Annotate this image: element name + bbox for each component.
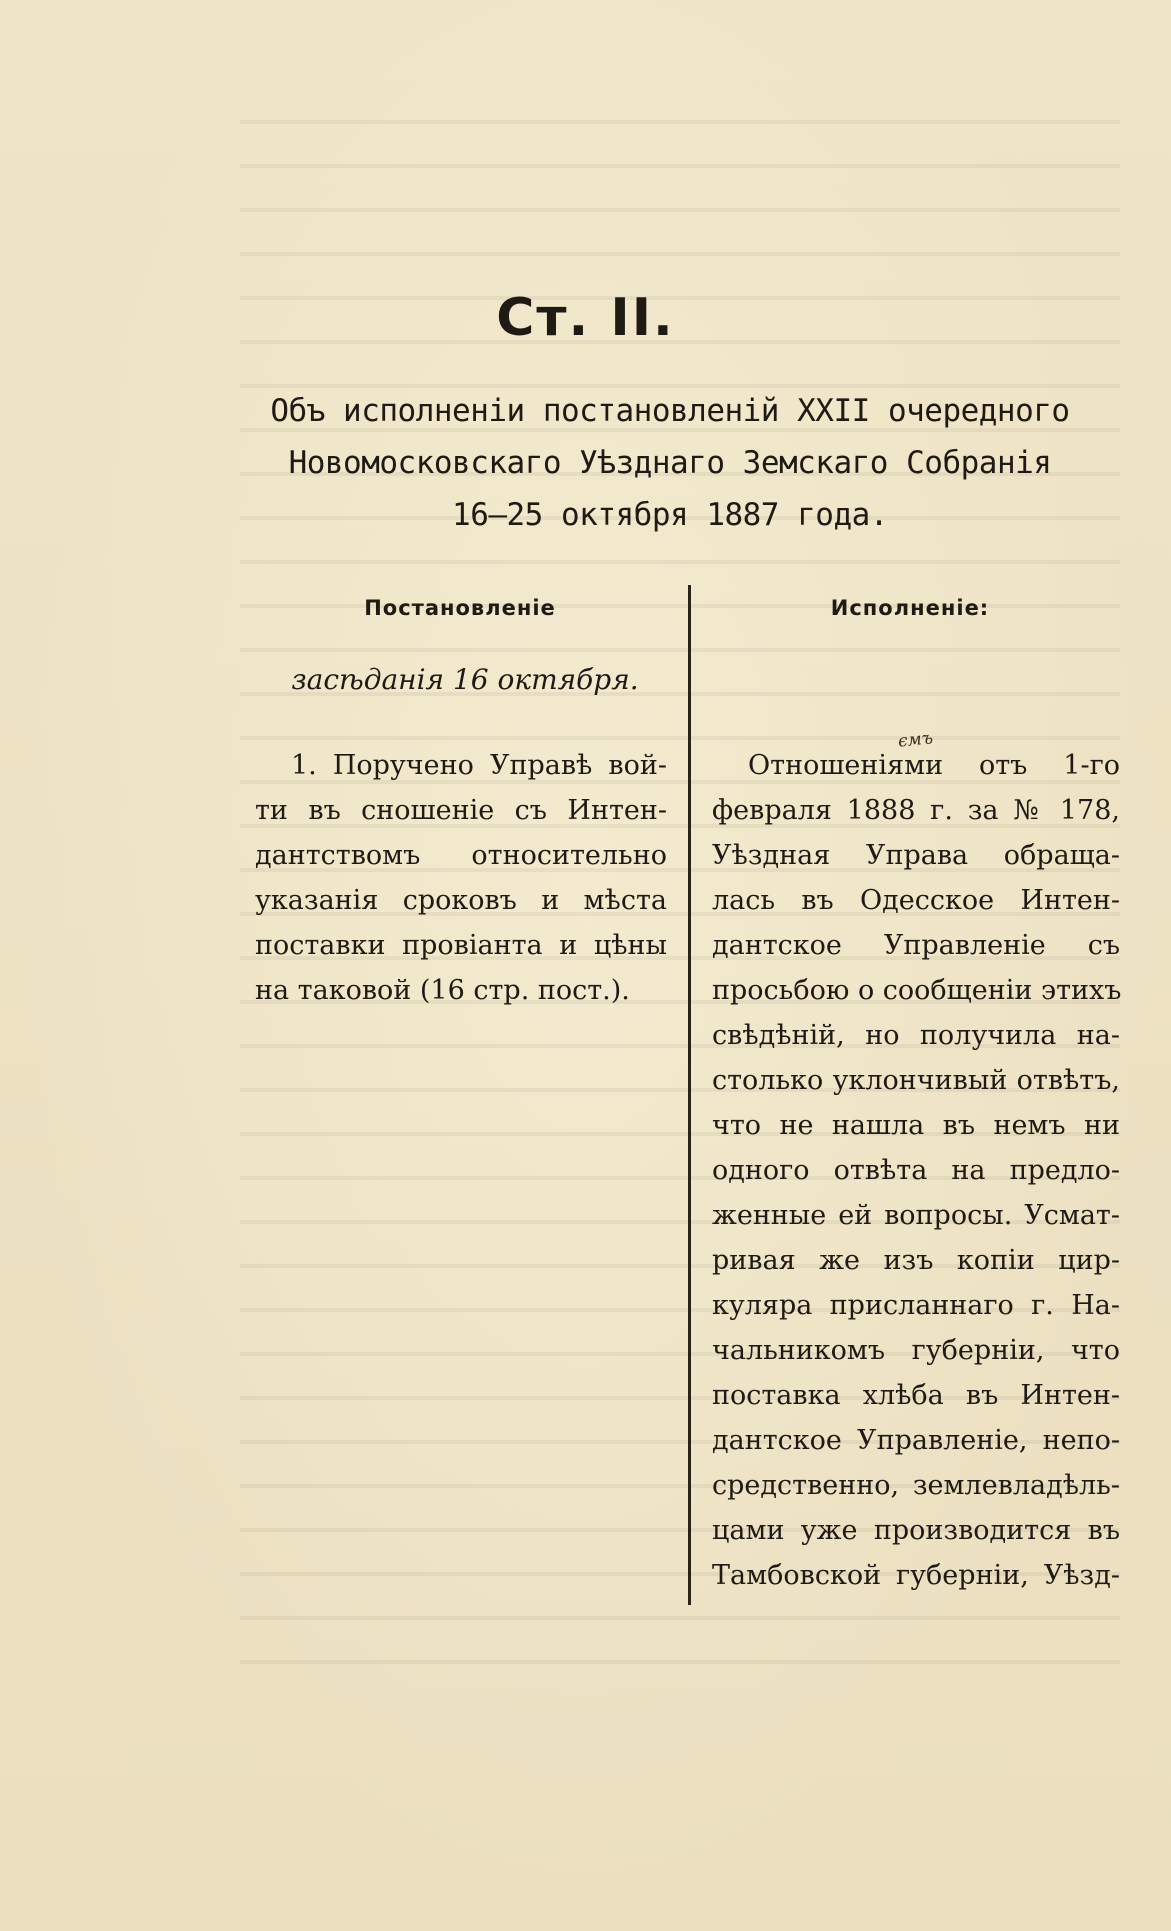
execution-line: куляра присланнаго г. На- bbox=[712, 1290, 1120, 1321]
execution-line: лась въ Одесское Интен- bbox=[712, 885, 1120, 916]
execution-text bbox=[712, 743, 1120, 1598]
resolution-line: поставки провіанта и цѣны bbox=[255, 930, 667, 961]
execution-line: Отношеніями отъ 1-го bbox=[748, 750, 1120, 781]
execution-line: дантское Управленіе съ bbox=[712, 930, 1120, 961]
execution-line: поставка хлѣба въ Интен- bbox=[712, 1380, 1120, 1411]
execution-line: что не нашла въ немъ ни bbox=[712, 1110, 1120, 1141]
heading-line-2: Новомосковскаго Уѣзднаго Земскаго Собранія bbox=[288, 445, 1052, 481]
execution-line: дантское Управленіе, непо- bbox=[712, 1425, 1120, 1456]
column-header-resolution: Постановленіе bbox=[364, 596, 556, 620]
execution-line: цами уже производится въ bbox=[712, 1515, 1120, 1546]
resolution-line: 1. Поручено Управѣ вой- bbox=[291, 750, 667, 781]
execution-line: Тамбовской губерніи, Уѣзд- bbox=[712, 1560, 1120, 1591]
execution-line: средственно, землевладѣль- bbox=[712, 1470, 1120, 1501]
resolution-line: дантствомъ относительно bbox=[255, 840, 667, 871]
document-heading bbox=[230, 385, 1110, 541]
handwritten-correction: ємъ bbox=[897, 728, 934, 752]
column-divider bbox=[688, 585, 691, 1605]
resolution-line: на таковой (16 стр. пост.). bbox=[255, 975, 630, 1006]
resolution-line: указанія сроковъ и мѣста bbox=[255, 885, 667, 916]
execution-line: чальникомъ губерніи, что bbox=[712, 1335, 1120, 1366]
resolution-line: ти въ сношеніе съ Интен- bbox=[255, 795, 667, 826]
execution-line: Уѣздная Управа обраща- bbox=[712, 840, 1120, 871]
execution-line: февраля 1888 г. за № 178, bbox=[712, 795, 1120, 826]
execution-line: свѣдѣній, но получила на- bbox=[712, 1020, 1120, 1051]
execution-line: просьбою о сообщеніи этихъ bbox=[712, 975, 1122, 1006]
resolution-text bbox=[255, 743, 667, 1013]
section-title: Ст. II. bbox=[496, 288, 675, 348]
heading-line-3: 16—25 октября 1887 года. bbox=[452, 497, 888, 533]
heading-line-1: Объ исполненіи постановленій XXII очередного bbox=[270, 393, 1070, 429]
execution-line: ривая же изъ копіи цир- bbox=[712, 1245, 1120, 1276]
execution-line: одного отвѣта на предло- bbox=[712, 1155, 1120, 1186]
execution-line: столько уклончивый отвѣтъ, bbox=[712, 1065, 1120, 1096]
session-label: засѣданія 16 октября. bbox=[291, 663, 639, 696]
column-header-execution: Исполненіе: bbox=[830, 596, 990, 620]
execution-line: женные ей вопросы. Усмат- bbox=[712, 1200, 1120, 1231]
